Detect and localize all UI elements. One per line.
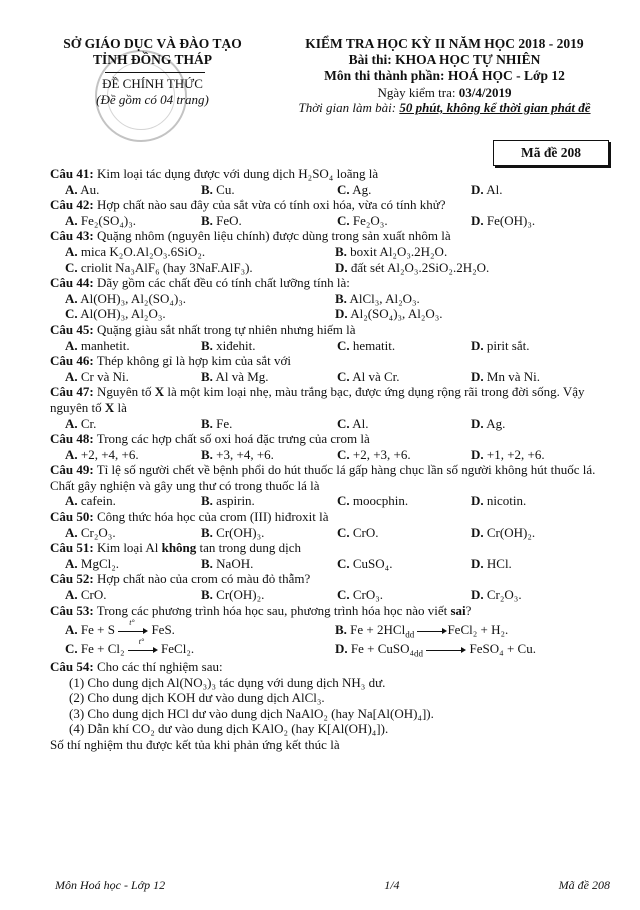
- footer-subject: Môn Hoá học - Lớp 12: [55, 878, 166, 892]
- question-53: Câu 53: Trong các phương trình hóa học sau, phương trình hóa học nào viết sai? A. Fe + S t° FeS. B. Fe + 2HCl$_{dd}$ FeCl₂ + H₂. C. Fe + Cl₂ t° FeCl₂. D. $Fe + CuSO_4_{dd}$ FeSO₄ + Cu.: [50, 603, 610, 659]
- exam-duration: Thời gian làm bài: 50 phút, không kể thời gian phát đề: [298, 100, 591, 116]
- header-right: [282, 36, 607, 116]
- option-c: C. Al và Cr.: [337, 368, 400, 384]
- option-d: D. pirit sắt.: [471, 337, 530, 353]
- exam-code-box: Mã đề 208: [493, 140, 609, 166]
- option-c: C. Al.: [337, 415, 369, 431]
- page-count-note: (Đề gồm có 04 trang): [96, 91, 209, 107]
- option-a: A. Al(OH)₃, Al₂(SO₄)₃.: [65, 290, 187, 306]
- question-list: [50, 166, 610, 753]
- option-d: D. Al.: [471, 181, 503, 197]
- option-b: B. AlCl₃, Al₂O₃.: [335, 290, 420, 306]
- option-d: D. Ag.: [471, 415, 506, 431]
- option-b: B. NaOH.: [201, 555, 254, 571]
- question-42: Câu 42: Hợp chất nào sau đây của sắt vừa có tính oxi hóa, vừa có tính khử? A. Fe₂(SO₄)₃. B. FeO. C. Fe₂O₃. D. Fe(OH)₃.: [50, 197, 610, 228]
- option-d: D. Cr₂O₃.: [471, 587, 522, 603]
- option-a: A. manhetit.: [65, 337, 130, 353]
- option-b: B. Cu.: [201, 181, 235, 197]
- option-c: C. Ag.: [337, 181, 372, 197]
- header-divider: [105, 72, 205, 73]
- option-c: C. +2, +3, +6.: [337, 446, 411, 462]
- option-b: B. Cr(OH)₂.: [201, 587, 265, 603]
- option-b: B. xiđehit.: [201, 337, 256, 353]
- option-a: A. Cr₂O₃.: [65, 524, 116, 540]
- question-41: Câu 41: Kim loại tác dụng được với dung dịch H₂SO₄ loãng là A. Au. B. Cu. C. Ag. D. Al.: [50, 166, 610, 197]
- reaction-arrow: [417, 626, 447, 636]
- option-d: D. Fe(OH)₃.: [471, 212, 536, 228]
- reaction-arrow: t°: [128, 645, 158, 655]
- option-a: A. Au.: [65, 181, 100, 197]
- option-a: A. Fe₂(SO₄)₃.: [65, 212, 137, 228]
- option-c: C. Fe₂O₃.: [337, 212, 388, 228]
- question-54: Câu 54: Cho các thí nghiệm sau: (1) Cho dung dịch Al(NO₃)₃ tác dụng với dung dịch NH₃ dư. (2) Cho dung dịch KOH dư vào dung dịch AlCl₃. (3) Cho dung dịch HCl dư vào dung dịch NaAlO₂ (hay Na[Al(OH)₄]). (4) Dẫn khí CO₂ dư vào dung dịch KAlO₂ (hay K[Al(OH)₄]). Số thí nghiệm thu được kết tủa khi phản ứng kết thúc là: [50, 659, 610, 753]
- option-a: A. Cr và Ni.: [65, 368, 129, 384]
- question-46: Câu 46: Thép không gỉ là hợp kim của sắt với A. Cr và Ni. B. Al và Mg. C. Al và Cr. D. Mn và Ni.: [50, 353, 610, 384]
- question-43: Câu 43: Quặng nhôm (nguyên liệu chính) được dùng trong sản xuất nhôm là A. mica K₂O.Al₂O₃.6SiO₂. B. boxit Al₂O₃.2H₂O. C. criolit Na₃AlF₆ (hay 3NaF.AlF₃). D. đất sét Al₂O₃.2SiO₂.2H₂O.: [50, 228, 610, 275]
- option-b: B. Al và Mg.: [201, 368, 269, 384]
- option-c: C. moocphin.: [337, 493, 409, 509]
- experiment-item: (3) Cho dung dịch HCl dư vào dung dịch NaAlO₂ (hay Na[Al(OH)₄]).: [69, 705, 434, 721]
- option-c: C. criolit Na₃AlF₆ (hay 3NaF.AlF₃).: [65, 259, 253, 275]
- footer-page-number: 1/4: [384, 878, 400, 892]
- reaction-arrow: [426, 645, 466, 655]
- option-b: B. Fe + 2HCl$_{dd}$ FeCl₂ + H₂.: [335, 622, 509, 640]
- option-d: D. đất sét Al₂O₃.2SiO₂.2H₂O.: [335, 259, 490, 275]
- option-d: D. +1, +2, +6.: [471, 446, 545, 462]
- question-48: Câu 48: Trong các hợp chất số oxi hoá đặc trưng của crom là A. +2, +4, +6. B. +3, +4, +6. C. +2, +3, +6. D. +1, +2, +6.: [50, 431, 610, 462]
- test-title: Bài thi: KHOA HỌC TỰ NHIÊN: [348, 52, 541, 68]
- exam-title: KIỂM TRA HỌC KỲ II NĂM HỌC 2018 - 2019: [305, 36, 584, 51]
- option-d: D. $Fe + CuSO_4_{dd}$ FeSO₄ + Cu.: [335, 640, 536, 659]
- option-b: B. Cr(OH)₃.: [201, 524, 265, 540]
- official-label: ĐỀ CHÍNH THỨC: [102, 76, 203, 92]
- option-a: A. cafein.: [65, 493, 116, 509]
- subject-title: Môn thi thành phần: HOÁ HỌC - Lớp 12: [324, 68, 565, 84]
- option-c: C. Fe + Cl₂ t° FeCl₂.: [65, 636, 195, 656]
- option-a: A. MgCl₂.: [65, 555, 120, 571]
- option-a: A. mica K₂O.Al₂O₃.6SiO₂.: [65, 243, 206, 259]
- option-a: A. +2, +4, +6.: [65, 446, 139, 462]
- question-45: Câu 45: Quặng giàu sắt nhất trong tự nhiên nhưng hiếm là A. manhetit. B. xiđehit. C. hematit. D. pirit sắt.: [50, 322, 610, 353]
- question-47: Câu 47: Nguyên tố X là một kim loại nhẹ, màu trắng bạc, được ứng dụng rộng rãi trong đời sống. Vậy nguyên tố X là A. Cr. B. Fe. C. Al. D. Ag.: [50, 384, 610, 431]
- province-name: TỈNH ĐỒNG THÁP: [92, 52, 212, 68]
- question-51: Câu 51: Kim loại Al không tan trong dung dịch A. MgCl₂. B. NaOH. C. CuSO₄. D. HCl.: [50, 540, 610, 571]
- question-50: Câu 50: Công thức hóa học của crom (III) hiđroxit là A. Cr₂O₃. B. Cr(OH)₃. C. CrO. D. Cr(OH)₂.: [50, 509, 610, 540]
- option-b: B. boxit Al₂O₃.2H₂O.: [335, 243, 448, 259]
- option-c: C. CrO₃.: [337, 587, 384, 603]
- option-b: B. FeO.: [201, 212, 242, 228]
- option-d: D. Mn và Ni.: [471, 368, 540, 384]
- experiment-item: (1) Cho dung dịch Al(NO₃)₃ tác dụng với dung dịch NH₃ dư.: [69, 674, 386, 690]
- footer-exam-code: Mã đề 208: [558, 878, 610, 892]
- option-c: C. CrO.: [337, 524, 379, 540]
- page-footer: [55, 878, 610, 892]
- option-d: D. Al₂(SO₄)₃, Al₂O₃.: [335, 306, 443, 322]
- option-d: D. HCl.: [471, 555, 512, 571]
- option-c: C. Al(OH)₃, Al₂O₃.: [65, 306, 166, 322]
- option-c: C. hematit.: [337, 337, 396, 353]
- option-b: B. Fe.: [201, 415, 233, 431]
- reaction-arrow: t°: [118, 626, 148, 636]
- option-a: A. Fe + S t° FeS.: [65, 618, 175, 638]
- option-a: A. CrO.: [65, 587, 107, 603]
- experiment-item: (2) Cho dung dịch KOH dư vào dung dịch AlCl₃.: [69, 690, 325, 706]
- option-d: D. Cr(OH)₂.: [471, 524, 536, 540]
- exam-date: Ngày kiểm tra: 03/4/2019: [377, 84, 512, 100]
- question-49: Câu 49: Tỉ lệ số người chết về bệnh phổi do hút thuốc lá gấp hàng chục lần số người không hút thuốc lá. Chất gây nghiện và gây ung thư có trong thuốc lá là A. cafein. B. aspirin. C. moocphin. D. nicotin.: [50, 462, 610, 509]
- option-d: D. nicotin.: [471, 493, 527, 509]
- question-44: Câu 44: Dãy gồm các chất đều có tính chất lưỡng tính là: A. Al(OH)₃, Al₂(SO₄)₃. B. AlCl₃, Al₂O₃. C. Al(OH)₃, Al₂O₃. D. Al₂(SO₄)₃, Al₂O₃.: [50, 275, 610, 322]
- question-54-prompt: Số thí nghiệm thu được kết tủa khi phản ứng kết thúc là: [50, 736, 340, 752]
- option-c: C. CuSO₄.: [337, 555, 393, 571]
- option-b: B. +3, +4, +6.: [201, 446, 274, 462]
- question-52: Câu 52: Hợp chất nào của crom có màu đỏ thẫm? A. CrO. B. Cr(OH)₂. C. CrO₃. D. Cr₂O₃.: [50, 571, 610, 602]
- department-name: SỞ GIÁO DỤC VÀ ĐÀO TẠO: [63, 36, 242, 51]
- experiment-item: (4) Dẫn khí CO₂ dư vào dung dịch KAlO₂ (hay K[Al(OH)₄]).: [69, 721, 389, 737]
- option-a: A. Cr.: [65, 415, 97, 431]
- option-b: B. aspirin.: [201, 493, 255, 509]
